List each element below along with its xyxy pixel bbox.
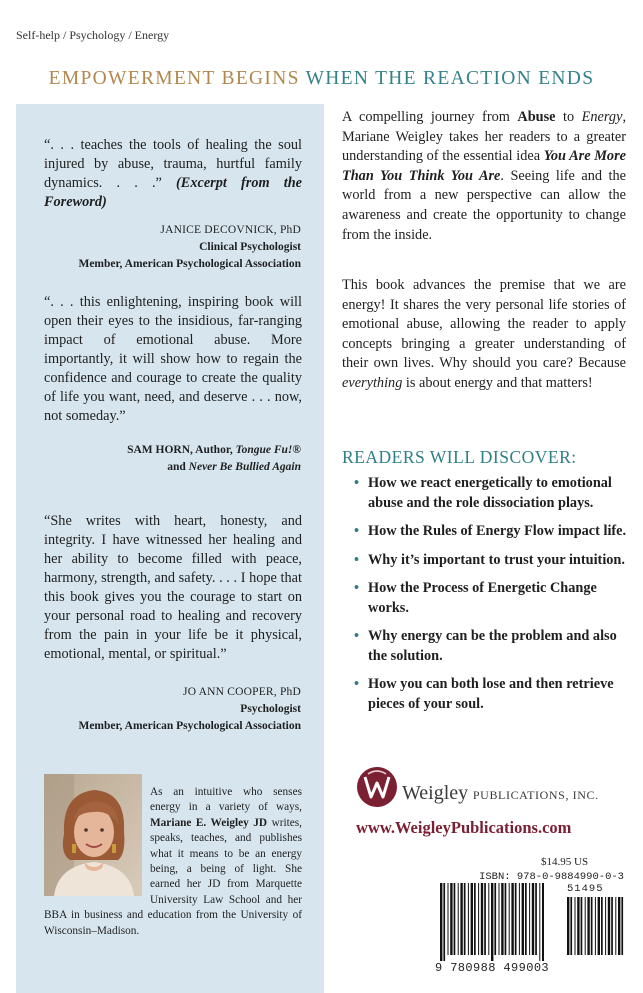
barcode-bar bbox=[542, 883, 544, 961]
barcode-bar bbox=[484, 883, 486, 955]
barcode-bar bbox=[529, 883, 530, 955]
book-title-1: Tongue Fu!® bbox=[235, 444, 301, 456]
attribution-name: JANICE DECOVNICK, PhD bbox=[160, 224, 301, 236]
list-item: • Why energy can be the problem and also the solution. bbox=[354, 628, 617, 664]
barcode-bar bbox=[519, 883, 520, 955]
description-paragraph-2: This book advances the premise that we are energy! It shares the very personal life stories of emotional abuse, allowing the reader to apply concepts bringing a greater understanding of their own lives. Why should you care? Because everything is about energy and that matters! bbox=[342, 277, 626, 391]
barcode-bar bbox=[448, 883, 449, 955]
isbn-label: ISBN: 978-0-9884990-0-3 bbox=[479, 871, 624, 883]
attribution-name: JO ANN COOPER, PhD bbox=[183, 686, 301, 698]
list-item: • How you can both lose and then retrieve pieces of your soul. bbox=[354, 676, 614, 712]
author-bio: As an intuitive who senses energy in a variety of ways, Mariane E. Weigley JD writes, speaks, teaches, and publishes what it means to be an energy being, a being of light. She earned her JD from Marquette University Law School and her BBA in business and education from the University of Wisconsin–Madison. bbox=[44, 786, 302, 937]
ean-digits: 9 780988 499003 bbox=[435, 961, 550, 975]
price-label: $14.95 US bbox=[541, 856, 589, 868]
barcode-bar bbox=[539, 883, 540, 961]
barcode-bar bbox=[443, 883, 445, 961]
barcode-bar bbox=[499, 883, 500, 955]
testimonial-quote-1 bbox=[44, 136, 302, 212]
barcode-bar bbox=[464, 883, 466, 955]
testimonial-attribution-3 bbox=[21, 684, 301, 735]
bullet-icon: • bbox=[354, 628, 360, 644]
barcode-bar bbox=[585, 897, 586, 955]
barcode-bar bbox=[522, 883, 524, 955]
category-label: Self-help / Psychology / Energy bbox=[16, 28, 170, 42]
barcode-bar bbox=[501, 883, 503, 955]
price-addon-digits: 51495 bbox=[567, 883, 604, 895]
headline-part1: EMPOWERMENT BEGINS bbox=[48, 68, 300, 89]
bullet-icon: • bbox=[354, 475, 360, 491]
barcode-bar bbox=[458, 883, 459, 955]
barcode-bars bbox=[440, 883, 544, 961]
barcode-bar bbox=[474, 883, 476, 955]
bullet-icon: • bbox=[354, 523, 360, 539]
bullet-icon: • bbox=[354, 551, 360, 568]
barcode-bar bbox=[491, 883, 493, 961]
barcode-bar bbox=[478, 883, 479, 955]
barcode-bar bbox=[509, 883, 510, 955]
barcode-bar bbox=[575, 897, 576, 955]
discover-list bbox=[342, 474, 632, 723]
discover-heading: READERS WILL DISCOVER: bbox=[342, 447, 577, 467]
barcode-bar bbox=[601, 897, 603, 955]
publisher-website-link[interactable]: www.WeigleyPublications.com bbox=[356, 818, 572, 837]
barcode-addon-bars bbox=[567, 897, 624, 961]
publisher-name: Weigley PUBLICATIONS, INC. bbox=[402, 782, 599, 804]
barcode-bar bbox=[511, 883, 513, 955]
barcode-bar bbox=[591, 897, 593, 955]
barcode-bar bbox=[450, 883, 452, 955]
testimonial-quote-3: “She writes with heart, honesty, and integrity. I have witnessed her healing and her ability to become filled with peace, harmony, strength, and safety. . . . I hope that this book gives you the courage to start on your personal road to healing and recovery from the pain in your life be it physical, emotional, mental, or spiritual.” bbox=[44, 513, 302, 662]
barcode-bar bbox=[515, 883, 517, 955]
attribution-affiliation: Member, American Psychological Association bbox=[78, 258, 301, 270]
attribution-role: Psychologist bbox=[240, 703, 301, 715]
barcode-bar bbox=[454, 883, 456, 955]
list-item: • How the Rules of Energy Flow impact life. bbox=[342, 522, 632, 542]
barcode-bar bbox=[581, 897, 583, 955]
list-item: • How the Process of Energetic Change works. bbox=[354, 580, 597, 616]
barcode-bar bbox=[570, 897, 572, 955]
barcode-bar bbox=[621, 897, 623, 955]
bullet-icon: • bbox=[354, 676, 360, 692]
headline-part2: WHEN THE REACTION ENDS bbox=[305, 68, 595, 89]
book-title-2: Never Be Bullied Again bbox=[188, 461, 301, 473]
attribution-name: SAM HORN, Author, Tongue Fu!® bbox=[127, 444, 301, 456]
barcode-bar bbox=[532, 883, 534, 955]
barcode-bar bbox=[535, 883, 537, 955]
barcode-bar bbox=[471, 883, 473, 955]
barcode-bar bbox=[488, 883, 489, 955]
author-name: Mariane E. Weigley JD bbox=[150, 816, 268, 829]
publisher-logo-icon bbox=[356, 766, 398, 808]
testimonial-attribution-2 bbox=[21, 442, 301, 476]
barcode-bar bbox=[605, 897, 606, 955]
list-item: • How we react energetically to emotional abuse and the role dissociation plays. bbox=[354, 475, 612, 511]
description-paragraph-1: A compelling journey from Abuse to Energy, Mariane Weigley takes her readers to a greater understanding of the essential idea You Are More Than You Think You Are. Seeing life and the world from a new perspective can allow the awareness and create the opportunity to change from the inside. bbox=[342, 109, 627, 243]
barcode-bar bbox=[460, 883, 462, 955]
barcode-bar bbox=[587, 897, 589, 955]
testimonial-quote-2: “. . . this enlightening, inspiring book will open their eyes to the insidious, far-ranging impact of emotional abuse. More importantly, it will show how to regain the confidence and courage to create the quality of life you want, need, and deserve . . . now, not someday.” bbox=[44, 294, 302, 424]
barcode-bar bbox=[598, 897, 600, 955]
barcode-bar bbox=[505, 883, 507, 955]
barcode-bar bbox=[525, 883, 527, 955]
barcode-bar bbox=[481, 883, 483, 955]
barcode-bar bbox=[608, 897, 610, 955]
barcode-bar bbox=[440, 883, 442, 961]
quote-text: “. . . teaches the tools of healing the soul injured by abuse, trauma, hurtful family dynamics. . . .” bbox=[44, 137, 302, 191]
testimonial-attribution-1 bbox=[21, 222, 301, 273]
headline bbox=[0, 68, 643, 90]
bullet-icon: • bbox=[354, 580, 360, 596]
barcode-bar bbox=[577, 897, 579, 955]
attribution-affiliation: Member, American Psychological Association bbox=[78, 720, 301, 732]
barcode-bar bbox=[595, 897, 596, 955]
list-item: • Why it’s important to trust your intuition. bbox=[342, 551, 632, 571]
barcode-bar bbox=[567, 897, 569, 955]
attribution-books: and Never Be Bullied Again bbox=[167, 461, 301, 473]
barcode-bar bbox=[494, 883, 496, 955]
quote-source: (Excerpt from the Foreword) bbox=[44, 175, 302, 210]
barcode-bar bbox=[611, 897, 613, 955]
barcode-bar bbox=[618, 897, 620, 955]
attribution-role: Clinical Psychologist bbox=[199, 241, 301, 253]
barcode-bar bbox=[615, 897, 616, 955]
barcode-bar bbox=[468, 883, 469, 955]
